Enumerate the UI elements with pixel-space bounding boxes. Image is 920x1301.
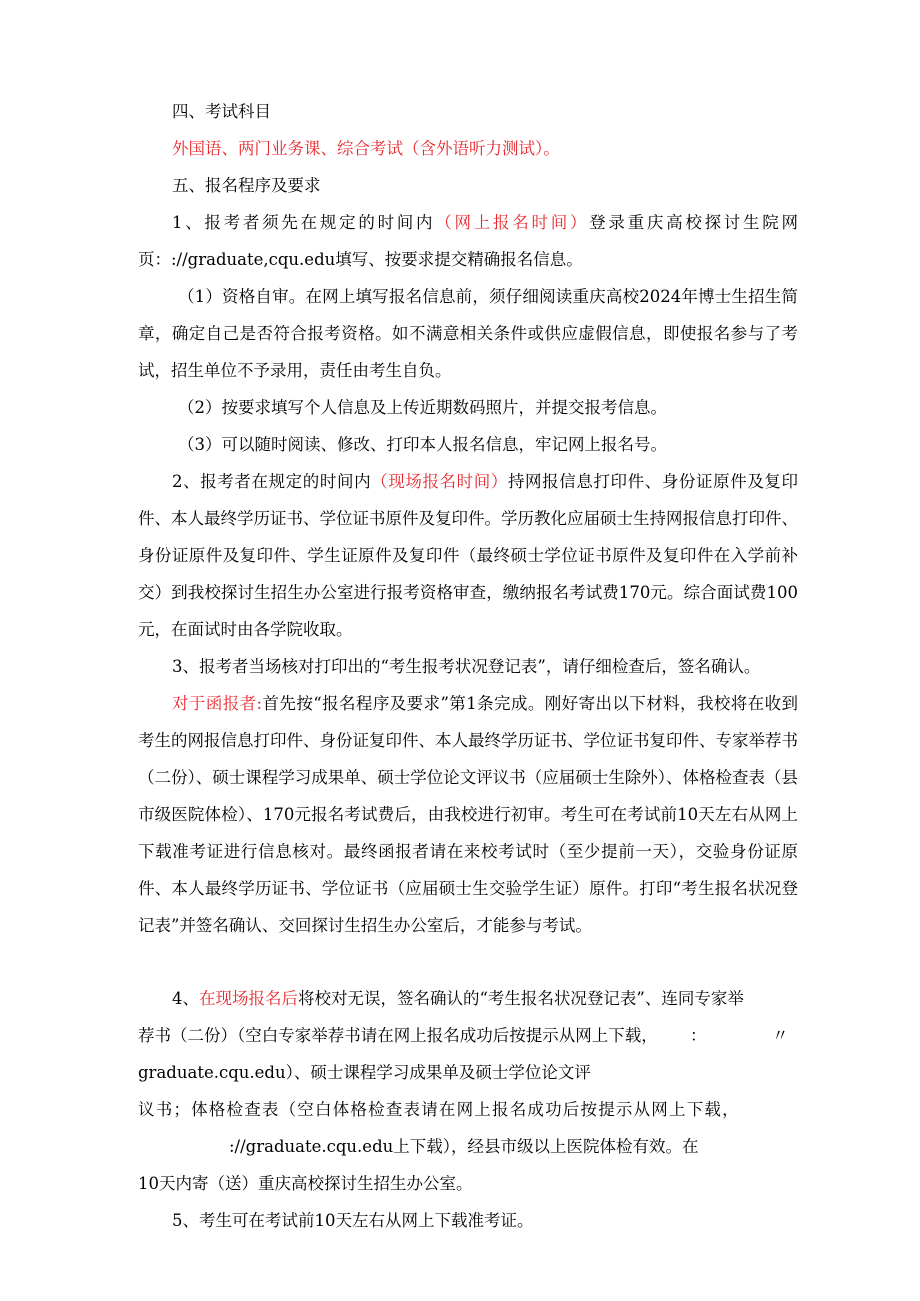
item4-line4: 议书；体格检查表（空白体格检查表请在网上报名成功后按提示从网上下载， [138,1100,740,1119]
online-registration-time: （网上报名时间） [435,213,590,232]
onsite-registration-time: （现场报名时间） [371,472,508,491]
item1-paragraph [138,204,798,278]
section5-heading: 五、报名程序及要求 [172,176,321,195]
item1-suffix: 登录重庆高校探讨生院网页：://graduate,cqu.edu填写、按要求提交精确报名信息。 [138,213,798,269]
item4-line2: 荐书（二份）（空白专家举荐书请在网上报名成功后按提示从网上下载， [138,1026,658,1045]
sub3-paragraph: （3）可以随时阅读、修改、打印本人报名信息，牢记网上报名号。 [178,435,667,454]
item4-line2-colon: ： [690,1026,707,1045]
item4-line5: ://graduate.cqu.edu上下载），经县市级以上医院体检有效。在 [229,1137,699,1156]
item3-paragraph: 3、报考者当场核对打印出的“考生报考状况登记表”，请仔细检查后，签名确认。 [172,657,761,676]
section4-heading: 四、考试科目 [172,102,271,121]
item2-suffix: 持网报信息打印件、身份证原件及复印件、本人最终学历证书、学位证书原件及复印件。学历教化应届硕士生持网报信息打印件、身份证原件及复印件、学生证原件及复印件（最终硕士学位证书原件及复印件在入学前补交）到我校探讨生招生办公室进行报考资格审查，缴纳报名考试费170元。综合面试费100元，在面试时由各学院收取。 [138,472,799,639]
item1-prefix: 1、报考者须先在规定的时间内 [172,213,436,232]
item5-paragraph: 5、考生可在考试前10天左右从网上下载准考证。 [172,1211,534,1230]
after-onsite-registration: 在现场报名后 [199,989,298,1008]
item4-line3: graduate.cqu.edu）、硕士课程学习成果单及硕士学位论文评 [138,1063,591,1082]
item4-line1-rest: 将校对无误，签名确认的“考生报名状况登记表”、连同专家举 [298,989,744,1008]
item4-prefix: 4、 [172,989,199,1008]
exam-subjects: 外国语、两门业务课、综合考试（含外语听力测试）。 [172,139,560,158]
sub1-paragraph: （1）资格自审。在网上填写报名信息前，须仔细阅读重庆高校2024年博士生招生简章，确定自己是否符合报考资格。如不满意相关条件或供应虚假信息，即使报名参与了考试，招生单位不予录用，责任由考生自负。 [138,287,798,380]
mail-applicant-text: 首先按“报名程序及要求”第1条完成。刚好寄出以下材料，我校将在收到考生的网报信息打印件、身份证复印件、本人最终学历证书、学位证书复印件、专家举荐书（二份）、硕士课程学习成果单、硕士学位论文评议书（应届硕士生除外）、体格检查表（县市级医院体检）、170元报名考试费后，由我校进行初审。考生可在考试前10天左右从网上下载准考证进行信息核对。最终函报者请在来校考试时（至少提前一天），交验身份证原件、本人最终学历证书、学位证书（应届硕士生交验学生证）原件。打印“考生报名状况登记表”并签名确认、交回探讨生招生办公室后，才能参与考试。 [138,694,798,935]
sub2-paragraph: （2）按要求填写个人信息及上传近期数码照片，并提交报考信息。 [178,398,667,417]
item4-line2-mark: 〃 [772,1026,789,1045]
item4-line6: 10天内寄（送）重庆高校探讨生招生办公室。 [138,1174,473,1193]
mail-applicant-paragraph [138,685,798,944]
item2-paragraph [138,463,798,648]
item4-line1 [172,980,744,1017]
mail-applicant-label: 对于函报者: [172,694,263,713]
item2-prefix: 2、报考者在规定的时间内 [172,472,372,491]
